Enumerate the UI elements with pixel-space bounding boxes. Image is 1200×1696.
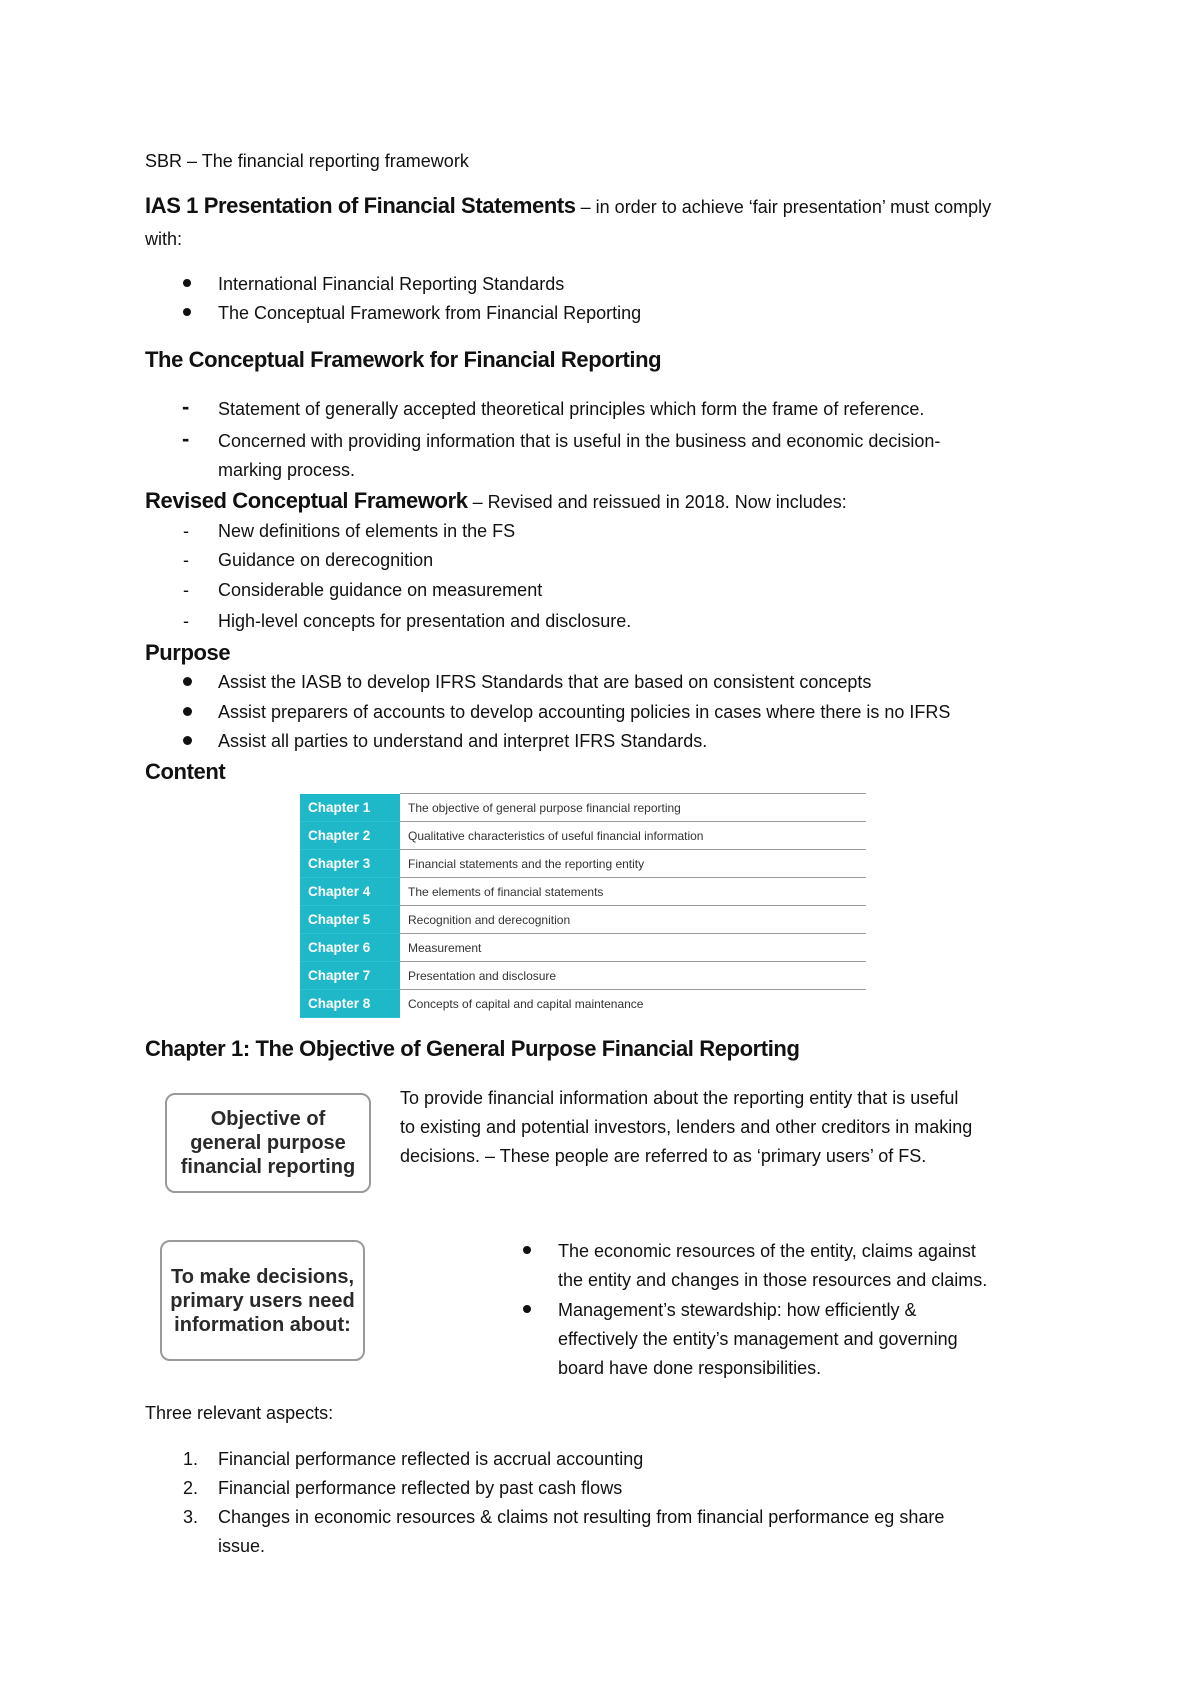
table-row xyxy=(300,850,866,878)
list-item: Guidance on derecognition xyxy=(218,550,434,570)
list-item: Assist preparers of accounts to develop accounting policies in cases where there is no IFRS xyxy=(218,702,951,722)
chapter-title-cell: Measurement xyxy=(400,934,866,962)
chapter-cell: Chapter 1 xyxy=(300,794,400,822)
list-item-continued: board have done responsibilities. xyxy=(558,1358,822,1378)
bullet-icon xyxy=(183,308,191,316)
dash-icon: - xyxy=(182,394,190,419)
list-item: The economic resources of the entity, claims against xyxy=(558,1241,976,1261)
table-row xyxy=(300,906,866,934)
table-row xyxy=(300,822,866,850)
table-row xyxy=(300,794,866,822)
chapter-title-cell: Presentation and disclosure xyxy=(400,962,866,990)
list-number: 3. xyxy=(183,1507,199,1527)
revised-intro-text: – Revised and reissued in 2018. Now includes: xyxy=(467,492,847,512)
bullet-icon xyxy=(183,677,192,686)
document-title: SBR – The financial reporting framework xyxy=(145,151,469,171)
chapters-table xyxy=(300,793,866,1018)
chapter-cell: Chapter 2 xyxy=(300,822,400,850)
objective-box xyxy=(165,1093,371,1193)
bullet-icon xyxy=(523,1246,531,1254)
chapter-title-cell: Recognition and derecognition xyxy=(400,906,866,934)
dash-icon: - xyxy=(183,580,189,600)
objective-text-line: decisions. – These people are referred to as ‘primary users’ of FS. xyxy=(400,1146,927,1166)
list-item: International Financial Reporting Standards xyxy=(218,274,565,294)
dash-icon: - xyxy=(182,426,190,451)
table-row xyxy=(300,878,866,906)
list-item: High-level concepts for presentation and disclosure. xyxy=(218,611,632,631)
ias1-intro-text: – in order to achieve ‘fair presentation’ must comply xyxy=(575,197,992,217)
list-item: Assist all parties to understand and interpret IFRS Standards. xyxy=(218,731,708,751)
dash-icon: - xyxy=(183,521,189,541)
bullet-icon xyxy=(183,736,192,745)
list-item: Financial performance reflected by past cash flows xyxy=(218,1478,623,1498)
section-heading-conceptual-framework: The Conceptual Framework for Financial Reporting xyxy=(145,347,662,372)
aspects-label: Three relevant aspects: xyxy=(145,1403,334,1423)
table-row xyxy=(300,934,866,962)
list-item: Assist the IASB to develop IFRS Standards that are based on consistent concepts xyxy=(218,672,872,692)
objective-text-line: To provide financial information about the reporting entity that is useful xyxy=(400,1088,959,1108)
revised-intro xyxy=(145,490,847,513)
objective-box-line: financial reporting xyxy=(180,1156,356,1178)
list-item: Financial performance reflected is accrual accounting xyxy=(218,1449,644,1469)
chapter-title-cell: Concepts of capital and capital maintenance xyxy=(408,996,644,1011)
chapter-cell: Chapter 6 xyxy=(300,934,400,962)
objective-box-line: general purpose xyxy=(190,1132,346,1154)
list-item: Management’s stewardship: how efficiently & xyxy=(558,1300,917,1320)
revised-heading: Revised Conceptual Framework xyxy=(145,488,468,513)
section-heading-purpose: Purpose xyxy=(145,640,231,665)
decisions-box-line: To make decisions, xyxy=(170,1265,355,1288)
list-item-continued: effectively the entity’s management and governing xyxy=(558,1329,958,1349)
list-item: Changes in economic resources & claims not resulting from financial performance eg share xyxy=(218,1507,945,1527)
chapter-cell: Chapter 3 xyxy=(300,850,400,878)
chapter-title-cell: The elements of financial statements xyxy=(400,878,866,906)
list-item-continued: the entity and changes in those resources and claims. xyxy=(558,1270,988,1290)
list-number: 1. xyxy=(183,1449,199,1469)
list-item: Statement of generally accepted theoretical principles which form the frame of reference. xyxy=(218,399,925,419)
section-heading-chapter1: Chapter 1: The Objective of General Purpose Financial Reporting xyxy=(145,1036,800,1061)
list-number: 2. xyxy=(183,1478,199,1498)
ias1-intro xyxy=(145,195,991,218)
decisions-box xyxy=(160,1240,365,1361)
chapter-cell: Chapter 8 xyxy=(300,990,400,1018)
dash-icon: - xyxy=(183,611,189,631)
dash-icon: - xyxy=(183,550,189,570)
list-item-continued: issue. xyxy=(218,1536,266,1556)
objective-box-line: Objective of xyxy=(210,1108,326,1130)
chapter-cell: Chapter 4 xyxy=(300,878,400,906)
bullet-icon xyxy=(523,1305,531,1313)
chapter-cell: Chapter 5 xyxy=(300,906,400,934)
objective-text-line: to existing and potential investors, lenders and other creditors in making xyxy=(400,1117,973,1137)
chapter-title-cell: Financial statements and the reporting entity xyxy=(400,850,866,878)
list-item-continued: marking process. xyxy=(218,460,356,480)
table-row xyxy=(300,990,866,1018)
list-item: Concerned with providing information that is useful in the business and economic decision- xyxy=(218,431,941,451)
section-heading-content: Content xyxy=(145,759,226,784)
list-item: Considerable guidance on measurement xyxy=(218,580,543,600)
ias1-intro-continued: with: xyxy=(145,229,183,249)
bullet-icon xyxy=(183,279,191,287)
table-row xyxy=(300,962,866,990)
decisions-box-line: primary users need xyxy=(170,1289,355,1312)
list-item: New definitions of elements in the FS xyxy=(218,521,516,541)
decisions-box-line: information about: xyxy=(174,1313,351,1336)
bullet-icon xyxy=(183,707,192,716)
list-item: The Conceptual Framework from Financial Reporting xyxy=(218,303,642,323)
chapter-cell: Chapter 7 xyxy=(300,962,400,990)
ias1-heading: IAS 1 Presentation of Financial Statements xyxy=(145,193,576,218)
chapter-title-cell: Qualitative characteristics of useful financial information xyxy=(400,822,866,850)
chapter-title-cell: The objective of general purpose financial reporting xyxy=(400,794,866,822)
